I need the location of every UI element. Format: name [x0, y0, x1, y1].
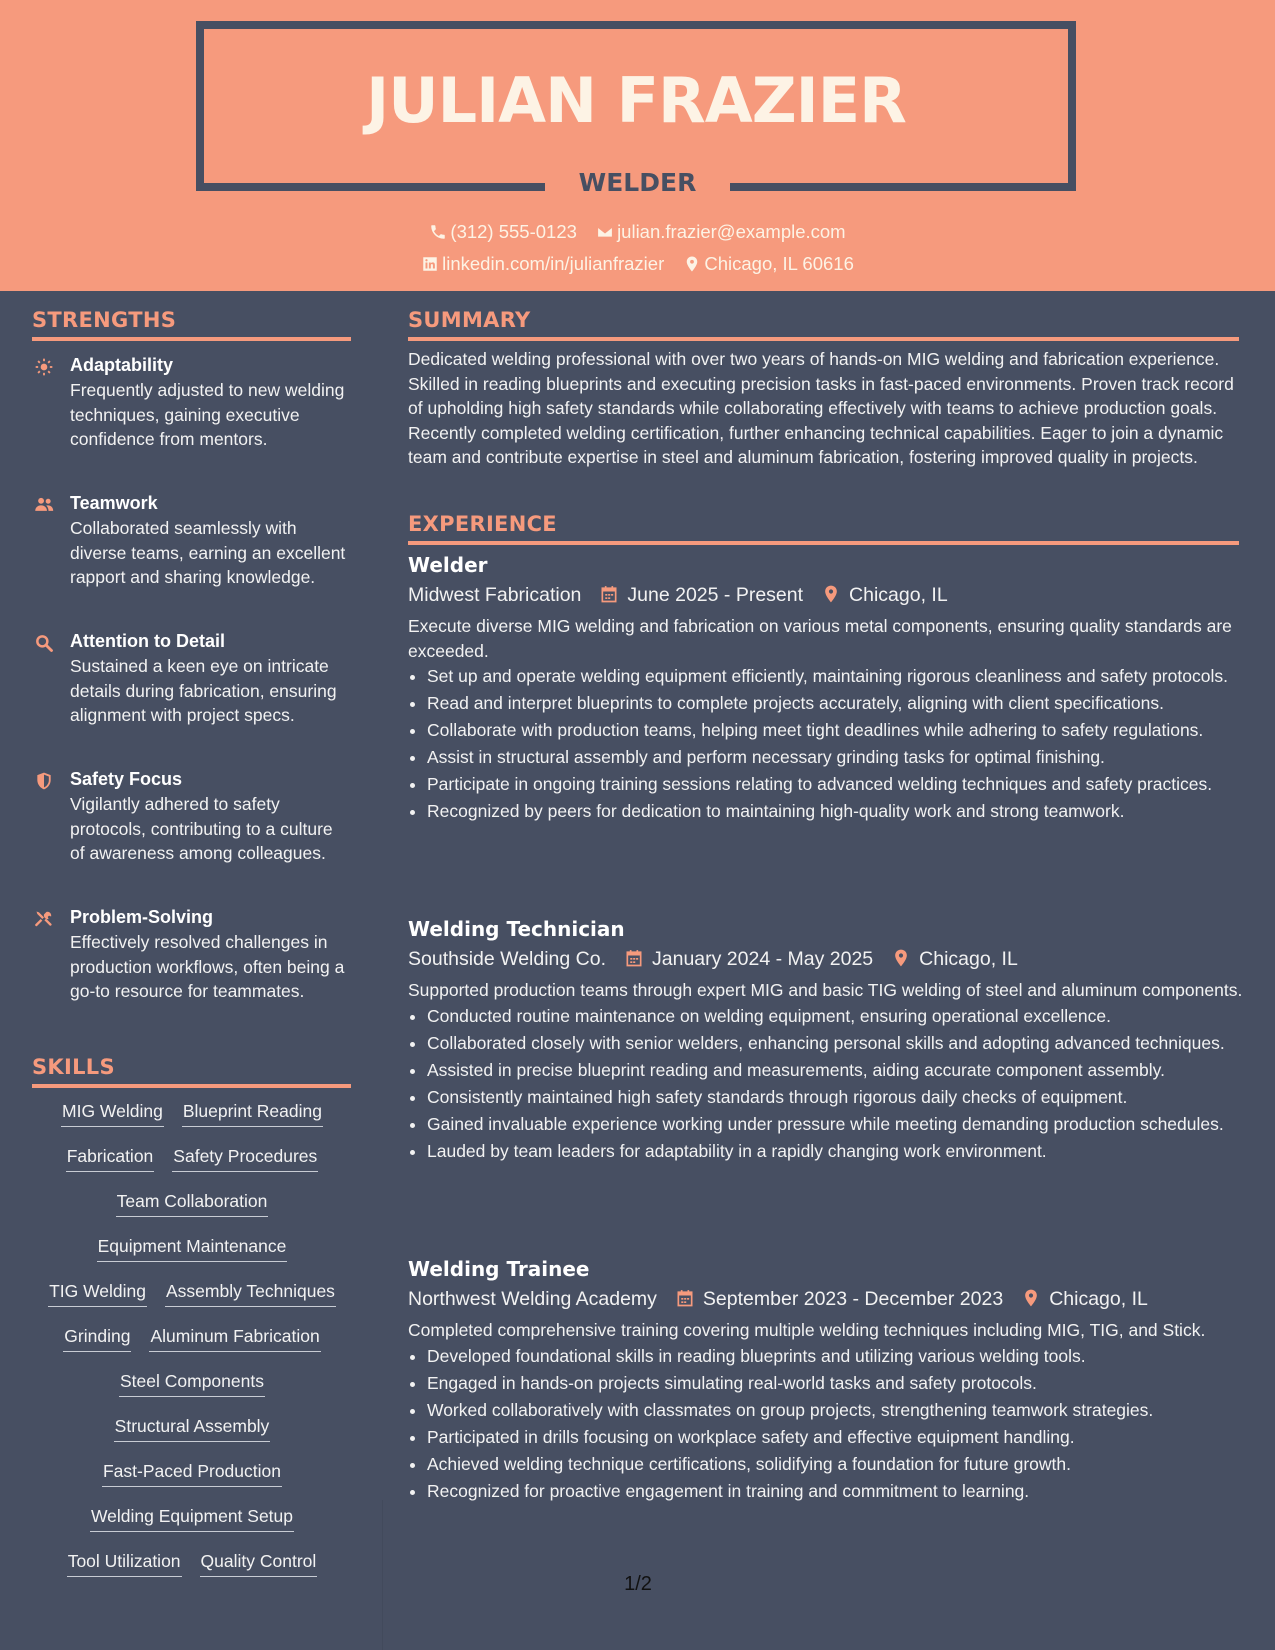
job-title: Welder: [408, 553, 488, 577]
job-bullet: • Achieved welding technique certifications, solidifying a foundation for future growth.: [427, 1452, 1248, 1477]
phone-text: (312) 555-0123: [450, 221, 577, 242]
calendar-icon: [599, 584, 619, 604]
candidate-name: JULIAN FRAZIER: [366, 64, 906, 137]
strength-desc: Collaborated seamlessly with diverse teams, earning an excellent rapport and sharing knowledge.: [70, 518, 346, 587]
company-name: Southside Welding Co.: [408, 948, 607, 970]
job-title: Welding Technician: [408, 917, 625, 941]
job-bullet: • Consistently maintained high safety standards through rigorous daily checks of equipment.: [427, 1085, 1248, 1110]
phone-icon: [429, 223, 447, 241]
job-bullet: • Conducted routine maintenance on welding equipment, ensuring operational excellence.: [427, 1004, 1248, 1029]
map-pin-icon: [683, 255, 701, 273]
job-entry-welding-trainee: [408, 1254, 1248, 1506]
strengths-title: STRENGTHS: [32, 308, 177, 332]
strength-desc: Effectively resolved challenges in production workflows, often being a go-to resource for teammates.: [70, 932, 345, 1001]
job-bullet: • Collaborated closely with senior welders, enhancing personal skills and adopting advanced techniques.: [427, 1031, 1248, 1056]
skill-tag: TIG Welding: [48, 1278, 147, 1307]
job-bullet: • Assisted in precise blueprint reading and measurements, aiding accurate component assembly.: [427, 1058, 1248, 1083]
job-meta: [408, 580, 1248, 614]
strength-safety-focus: [32, 767, 352, 897]
strength-title: Teamwork: [70, 493, 158, 513]
job-title: Welding Trainee: [408, 1257, 590, 1281]
tools-icon: [32, 909, 56, 929]
job-bullets: [408, 1004, 1248, 1164]
skill-tag: Tool Utilization: [67, 1548, 182, 1577]
job-dates: June 2025 - Present: [627, 584, 804, 606]
email-contact[interactable]: [596, 220, 846, 244]
company-name: Midwest Fabrication: [408, 584, 582, 606]
search-icon: [32, 633, 56, 653]
strength-problem-solving: [32, 905, 352, 1035]
job-bullet: • Lauded by team leaders for adaptability in a rapidly changing work environment.: [427, 1139, 1248, 1164]
skill-tag: Structural Assembly: [114, 1413, 271, 1442]
company-name: Northwest Welding Academy: [408, 1288, 657, 1310]
job-meta: [408, 1284, 1248, 1318]
experience-rule: [408, 541, 1239, 545]
strength-title: Adaptability: [70, 355, 174, 375]
envelope-icon: [596, 223, 614, 241]
skill-row: [32, 1143, 352, 1188]
skill-row: [32, 1098, 352, 1143]
job-location: Chicago, IL: [849, 584, 948, 606]
job-bullet: • Read and interpret blueprints to complete projects accurately, aligning with client specifications.: [427, 691, 1248, 716]
strength-title: Attention to Detail: [70, 631, 225, 651]
column-divider: [382, 1500, 383, 1650]
skill-row: [32, 1368, 352, 1413]
job-bullet: • Assist in structural assembly and perform necessary grinding tasks for optimal finishing.: [427, 745, 1248, 770]
map-pin-icon: [1021, 1288, 1041, 1308]
summary-title: SUMMARY: [408, 308, 531, 332]
skill-tag: Welding Equipment Setup: [90, 1503, 294, 1532]
skill-row: [32, 1233, 352, 1278]
skill-row: [32, 1503, 352, 1548]
job-role: WELDER: [578, 168, 697, 197]
contact-row-1: [0, 220, 1275, 244]
skill-tag: MIG Welding: [61, 1098, 164, 1127]
job-dates: September 2023 - December 2023: [702, 1288, 1004, 1310]
strength-desc: Vigilantly adhered to safety protocols, contributing to a culture of awareness among colleagues.: [70, 794, 333, 863]
calendar-icon: [624, 948, 644, 968]
summary-text: Dedicated welding professional with over two years of hands-on MIG welding and fabrication experience. Skilled in reading blueprints and executing precision tasks in fast-paced environments. Proven track record of upholding high safety standards while collaborating effectively with teams to achieve production goals. Recently completed welding certification, further enhancing technical capabilities. Eager to join a dynamic team and contribute expertise in steel and aluminum fabrication, fostering improved quality in projects.: [408, 349, 1234, 467]
strength-title: Safety Focus: [70, 769, 183, 789]
job-bullet: • Recognized for proactive engagement in training and commitment to learning.: [427, 1479, 1248, 1504]
linkedin-contact[interactable]: [421, 252, 664, 276]
skill-row: [32, 1188, 352, 1233]
skill-row: [32, 1548, 352, 1593]
strength-title: Problem-Solving: [70, 907, 214, 927]
skill-tag: Equipment Maintenance: [97, 1233, 288, 1262]
strength-desc: Frequently adjusted to new welding techniques, gaining executive confidence from mentors.: [70, 380, 345, 449]
job-intro: Completed comprehensive training covering multiple welding techniques including MIG, TIG, and Stick.: [408, 1320, 1206, 1340]
skill-tag: Steel Components: [119, 1368, 265, 1397]
shield-icon: [32, 771, 56, 791]
job-location: Chicago, IL: [1049, 1288, 1148, 1310]
skills-title: SKILLS: [32, 1055, 115, 1079]
skill-tag: Grinding: [63, 1323, 131, 1352]
skill-tag: Team Collaboration: [116, 1188, 269, 1217]
skill-tag: Safety Procedures: [172, 1143, 318, 1172]
location-contact: [683, 252, 853, 276]
job-bullet: • Worked collaboratively with classmates on group projects, strengthening teamwork strategies.: [427, 1398, 1248, 1423]
skills-rule: [32, 1084, 351, 1088]
sun-icon: [32, 357, 56, 377]
job-bullet: • Set up and operate welding equipment efficiently, maintaining rigorous cleanliness and safety protocols.: [427, 664, 1248, 689]
job-intro: Execute diverse MIG welding and fabrication on various metal components, ensuring quality standards are exceeded.: [408, 616, 1232, 661]
job-bullet: • Developed foundational skills in reading blueprints and utilizing various welding tools.: [427, 1344, 1248, 1369]
job-entry-welder: [408, 550, 1248, 826]
phone-contact[interactable]: [429, 220, 577, 244]
job-bullet: • Engaged in hands-on projects simulating real-world tasks and safety protocols.: [427, 1371, 1248, 1396]
job-bullet: • Recognized by peers for dedication to maintaining high-quality work and strong teamwork.: [427, 799, 1248, 824]
skill-tag: Fast-Paced Production: [102, 1458, 282, 1487]
job-intro: Supported production teams through expert MIG and basic TIG welding of steel and aluminum components.: [408, 980, 1243, 1000]
map-pin-icon: [821, 584, 841, 604]
strength-desc: Sustained a keen eye on intricate details during fabrication, ensuring alignment with project specs.: [70, 656, 337, 725]
job-location: Chicago, IL: [919, 948, 1018, 970]
skill-row: [32, 1413, 352, 1458]
experience-title: EXPERIENCE: [408, 512, 557, 536]
job-meta: [408, 944, 1248, 978]
strength-teamwork: [32, 491, 352, 621]
contact-row-2: [0, 252, 1275, 276]
skill-tag: Aluminum Fabrication: [149, 1323, 320, 1352]
job-bullet: • Collaborate with production teams, helping meet tight deadlines while adhering to safety regulations.: [427, 718, 1248, 743]
location-text: Chicago, IL 60616: [704, 253, 854, 274]
skill-tag: Blueprint Reading: [182, 1098, 323, 1127]
job-entry-welding-technician: [408, 914, 1248, 1166]
job-bullet: • Participate in ongoing training sessions relating to advanced welding techniques and safety practices.: [427, 772, 1248, 797]
summary-rule: [408, 337, 1239, 341]
strength-attention-to-detail: [32, 629, 352, 759]
skill-tag: Assembly Techniques: [165, 1278, 336, 1307]
job-bullets: [408, 664, 1248, 824]
map-pin-icon: [891, 948, 911, 968]
strength-adaptability: [32, 353, 352, 483]
job-dates: January 2024 - May 2025: [652, 948, 874, 970]
skill-row: [32, 1458, 352, 1503]
skill-row: [32, 1278, 352, 1323]
strengths-rule: [32, 337, 351, 341]
calendar-icon: [675, 1288, 695, 1308]
skills-list: [32, 1098, 352, 1593]
users-icon: [32, 495, 56, 515]
skill-tag: Quality Control: [200, 1548, 318, 1577]
email-text: julian.frazier@example.com: [617, 221, 846, 242]
page-number: 1/2: [624, 1573, 652, 1595]
skill-row: [32, 1323, 352, 1368]
job-bullet: • Participated in drills focusing on workplace safety and effective equipment handling.: [427, 1425, 1248, 1450]
job-bullet: • Gained invaluable experience working under pressure while meeting demanding production schedules.: [427, 1112, 1248, 1137]
job-bullets: [408, 1344, 1248, 1504]
linkedin-text: linkedin.com/in/julianfrazier: [442, 253, 665, 274]
skill-tag: Fabrication: [66, 1143, 155, 1172]
linkedin-icon: [421, 255, 439, 273]
